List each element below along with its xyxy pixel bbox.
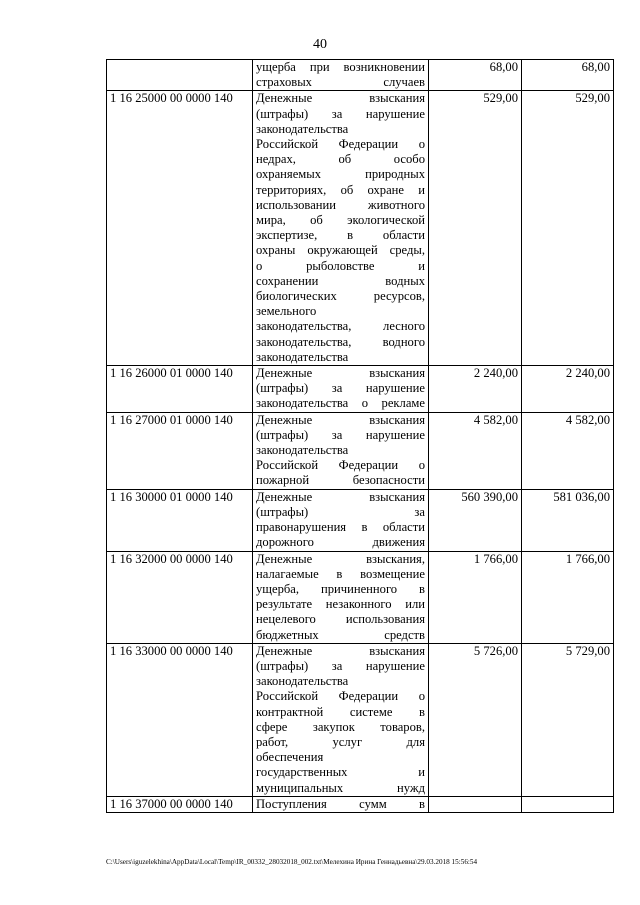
table-row: [107, 91, 614, 366]
description-cell: [253, 412, 429, 489]
description-line: государственных и: [256, 765, 425, 780]
amount-cell: 2 240,00: [522, 366, 614, 413]
description-line: Поступления сумм в: [256, 796, 425, 811]
description-cell: [253, 643, 429, 796]
description-line: налагаемые в возмещение: [256, 566, 425, 581]
description-line: законодательства: [256, 443, 349, 458]
description-cell: [253, 366, 429, 413]
amount-cell: 4 582,00: [429, 412, 522, 489]
description-line: законодательства: [256, 349, 349, 364]
description-line: ущерба, причиненного в: [256, 581, 425, 596]
description-line: охраны окружающей среды,: [256, 243, 425, 258]
description-line: земельного: [256, 304, 317, 319]
description-cell: [253, 91, 429, 366]
description-line: недрах, об особо: [256, 152, 425, 167]
table-row: [107, 796, 614, 812]
description-line: работ, услуг для: [256, 734, 425, 749]
table-row: [107, 60, 614, 91]
budget-code-cell: 1 16 26000 01 0000 140: [107, 366, 253, 413]
description-line: сфере закупок товаров,: [256, 719, 425, 734]
description-line: экспертизе, в области: [256, 228, 425, 243]
amount-cell: 581 036,00: [522, 489, 614, 551]
description-line: (штрафы) за нарушение: [256, 381, 425, 396]
description-line: законодательства, водного: [256, 334, 425, 349]
description-line: Денежные взыскания: [256, 643, 425, 658]
description-line: Денежные взыскания: [256, 91, 425, 106]
budget-code-cell: 1 16 27000 01 0000 140: [107, 412, 253, 489]
description-line: (штрафы) за нарушение: [256, 658, 425, 673]
amount-cell: 68,00: [522, 60, 614, 91]
description-cell: [253, 489, 429, 551]
description-cell: [253, 60, 429, 91]
table-row: [107, 643, 614, 796]
amount-cell: 1 766,00: [429, 551, 522, 643]
table-row: [107, 412, 614, 489]
description-line: Денежные взыскания: [256, 366, 425, 381]
description-line: результате незаконного или: [256, 597, 425, 612]
budget-code-cell: 1 16 32000 00 0000 140: [107, 551, 253, 643]
description-line: муниципальных нужд: [256, 780, 425, 795]
description-line: страховых случаев: [256, 75, 425, 90]
description-line: контрактной системе в: [256, 704, 425, 719]
description-line: Российской Федерации о: [256, 137, 425, 152]
description-line: законодательства, лесного: [256, 319, 425, 334]
budget-code-cell: 1 16 30000 01 0000 140: [107, 489, 253, 551]
description-line: сохранении водных: [256, 273, 425, 288]
budget-code-cell: [107, 60, 253, 91]
description-line: Денежные взыскания: [256, 489, 425, 504]
description-line: территориях, об охране и: [256, 182, 425, 197]
description-line: Денежные взыскания: [256, 412, 425, 427]
budget-code-cell: 1 16 37000 00 0000 140: [107, 796, 253, 812]
description-line: бюджетных средств: [256, 627, 425, 642]
description-cell: [253, 796, 429, 812]
description-line: о рыболовстве и: [256, 258, 425, 273]
table-row: [107, 551, 614, 643]
amount-cell: 68,00: [429, 60, 522, 91]
description-line: использовании животного: [256, 197, 425, 212]
description-line: законодательства: [256, 121, 349, 136]
file-path-footer: C:\Users\iguzelekhina\AppData\Local\Temp\IR_00332_28032018_002.txt\Мелехина Ирина Геннадьевна\29.03.2018 15:56:54: [106, 858, 478, 866]
amount-cell: [429, 796, 522, 812]
description-line: Российской Федерации о: [256, 458, 425, 473]
description-line: Российской Федерации о: [256, 689, 425, 704]
amount-cell: 5 726,00: [429, 643, 522, 796]
amount-cell: 529,00: [429, 91, 522, 366]
description-line: законодательства о рекламе: [256, 396, 425, 411]
amount-cell: 5 729,00: [522, 643, 614, 796]
description-line: мира, об экологической: [256, 213, 425, 228]
budget-code-cell: 1 16 25000 00 0000 140: [107, 91, 253, 366]
amount-cell: 4 582,00: [522, 412, 614, 489]
description-line: правонарушения в области: [256, 520, 425, 535]
page-number: 40: [313, 37, 327, 52]
amount-cell: 1 766,00: [522, 551, 614, 643]
description-line: охраняемых природных: [256, 167, 425, 182]
description-line: Денежные взыскания,: [256, 551, 425, 566]
description-line: обеспечения: [256, 750, 324, 765]
description-line: ущерба при возникновении: [256, 60, 425, 74]
revenue-table: [106, 59, 614, 813]
description-cell: [253, 551, 429, 643]
amount-cell: 2 240,00: [429, 366, 522, 413]
table-row: [107, 489, 614, 551]
description-line: (штрафы) за: [256, 504, 425, 519]
description-line: биологических ресурсов,: [256, 289, 425, 304]
amount-cell: [522, 796, 614, 812]
amount-cell: 529,00: [522, 91, 614, 366]
table-row: [107, 366, 614, 413]
description-line: дорожного движения: [256, 535, 425, 550]
description-line: (штрафы) за нарушение: [256, 106, 425, 121]
description-line: нецелевого использования: [256, 612, 425, 627]
description-line: (штрафы) за нарушение: [256, 427, 425, 442]
amount-cell: 560 390,00: [429, 489, 522, 551]
table-body: [107, 60, 614, 813]
budget-code-cell: 1 16 33000 00 0000 140: [107, 643, 253, 796]
description-line: законодательства: [256, 674, 349, 689]
description-line: пожарной безопасности: [256, 473, 425, 488]
